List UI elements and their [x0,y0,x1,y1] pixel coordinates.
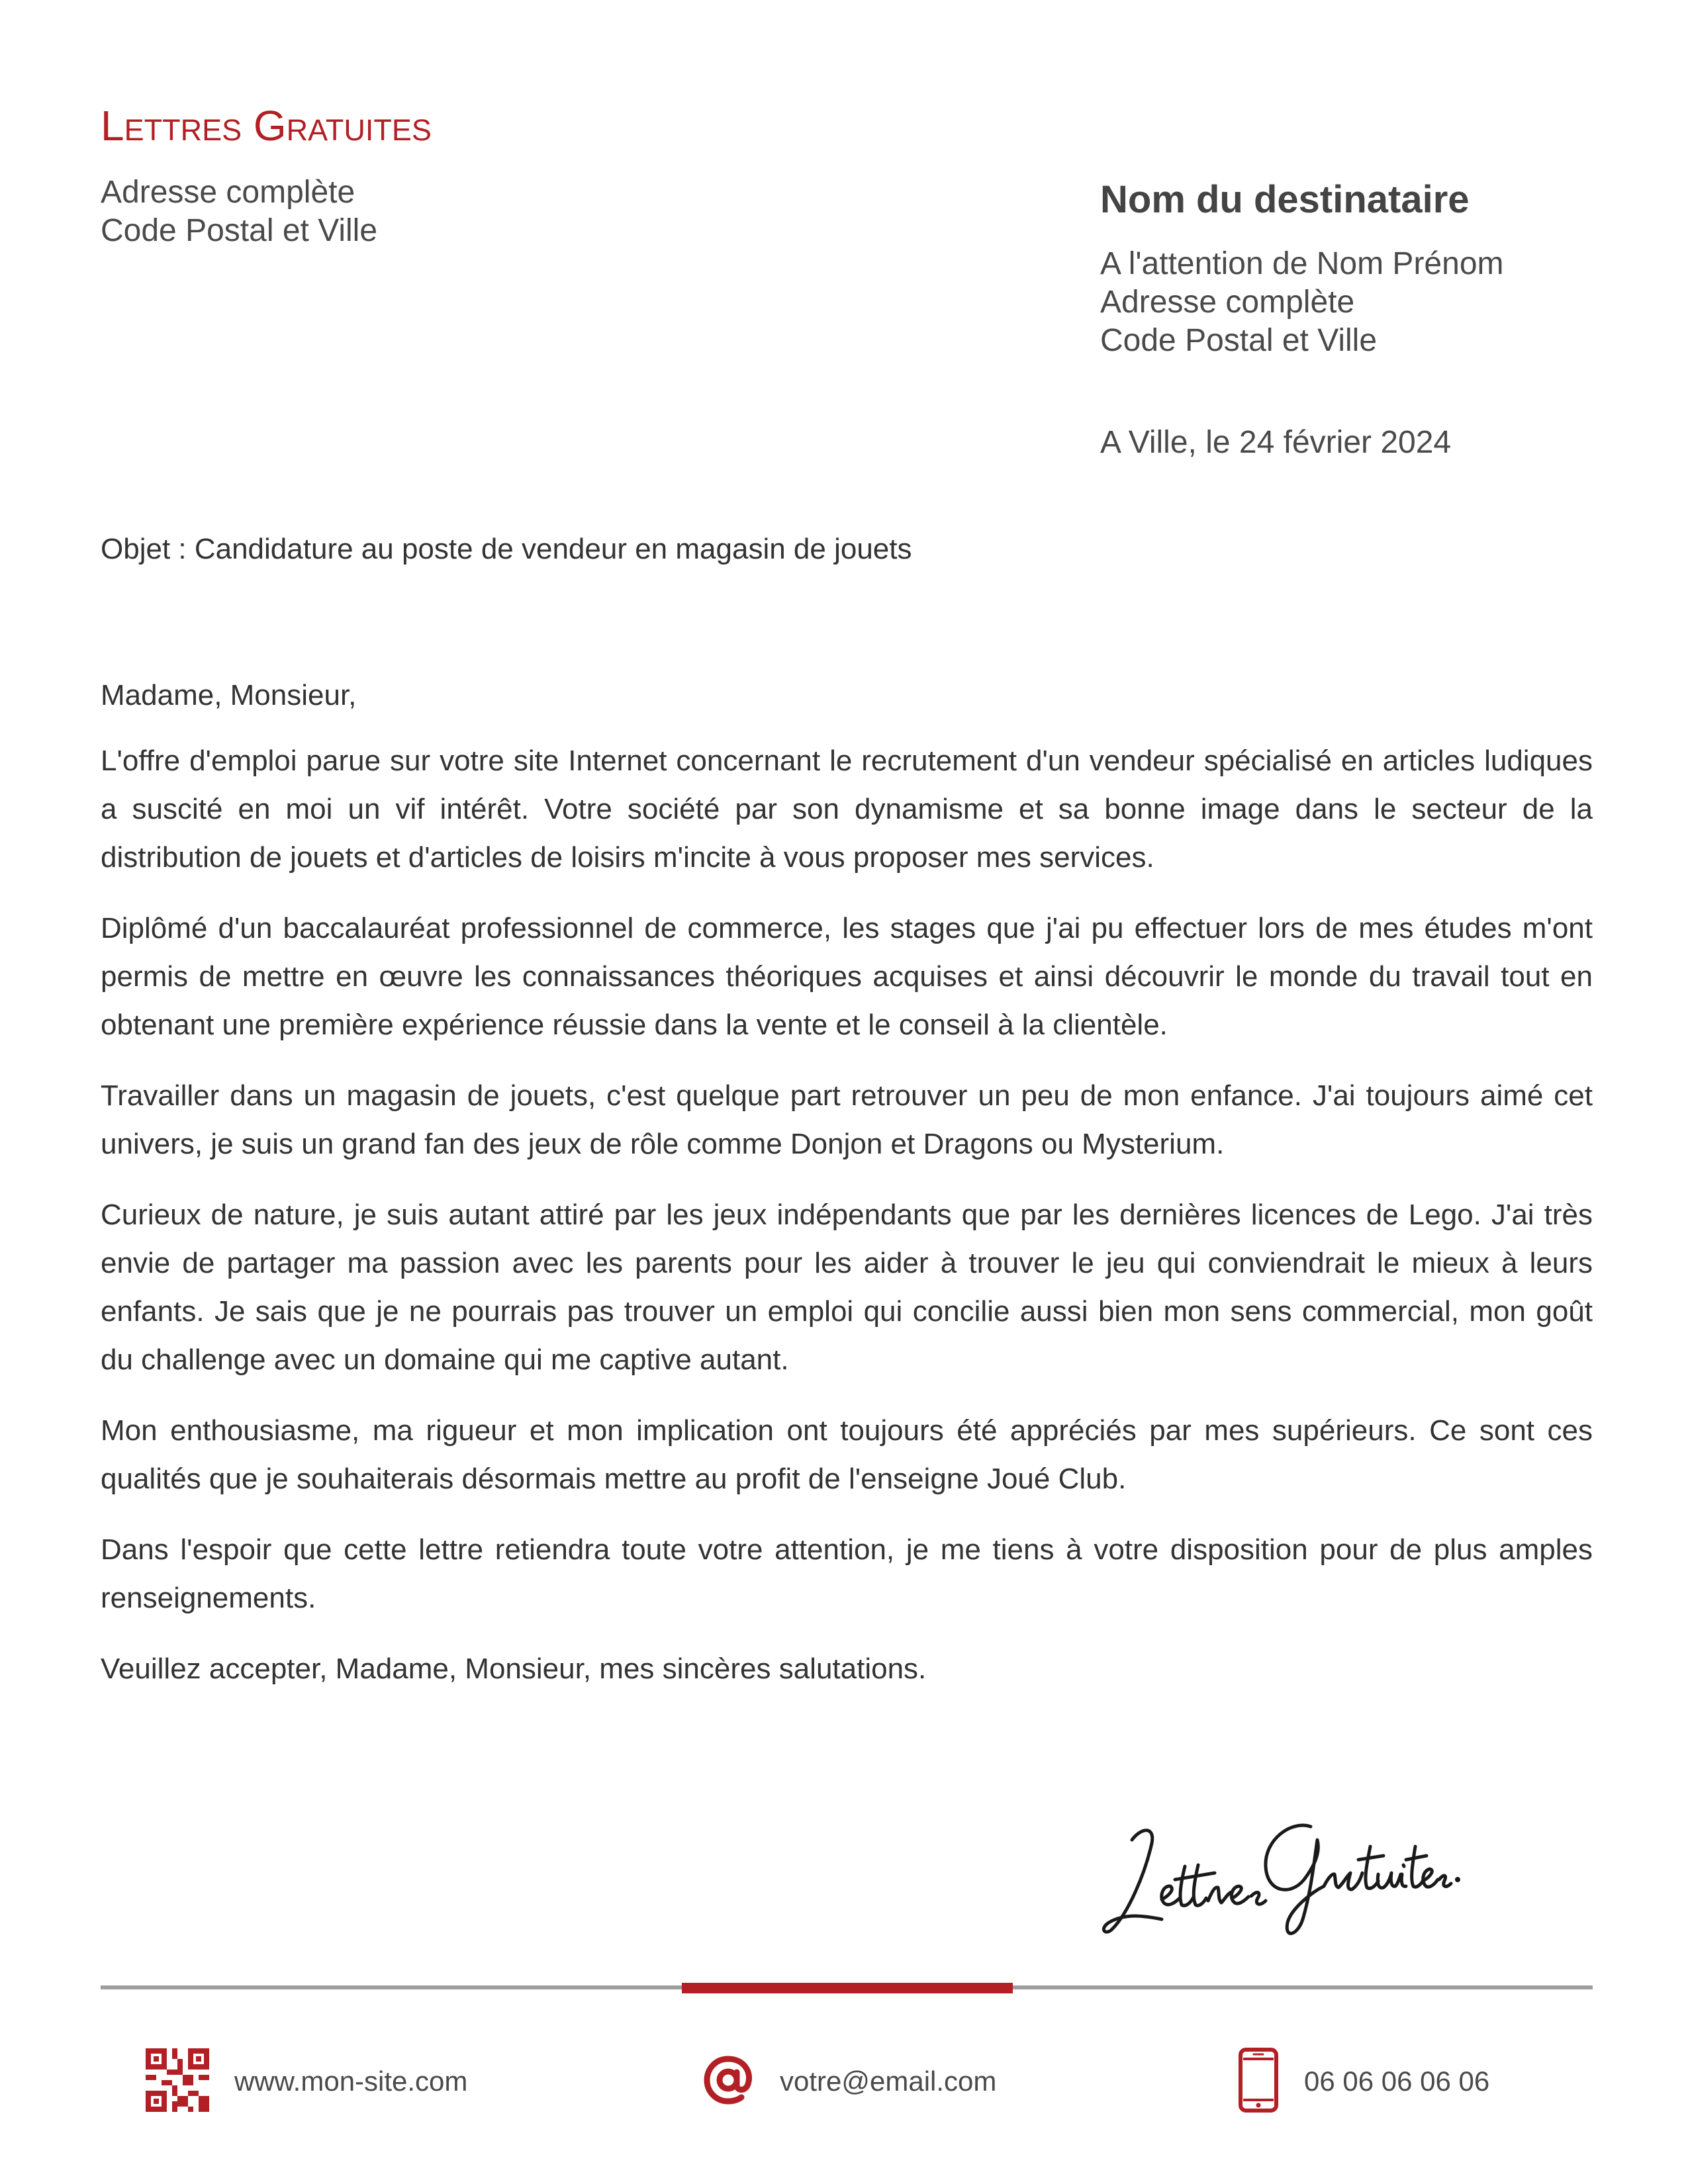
letter-paragraph: Mon enthousiasme, ma rigueur et mon implication ont toujours été appréciés par mes supérieurs. Ce sont ces qualités que je souhaiterais désormais mettre au profit de l'enseigne Joué Club. [101,1414,1593,1495]
letter-paragraph: Diplômé d'un baccalauréat professionnel de commerce, les stages que j'ai pu effectuer lors de mes études m'ont permis de mettre en œuvre les connaissances théoriques acquises et ainsi découvrir le monde du travail tout en obtenant une première expérience réussie dans la vente et le conseil à la clientèle. [101,912,1593,1041]
contact-website [146,2045,467,2118]
footer-accent-bar [682,1983,1013,1993]
at-sign-icon [702,2054,755,2110]
signature-image [1092,1787,1463,1946]
phone-text[interactable]: 06 06 06 06 06 [1304,2066,1490,2097]
letter-subject: Objet : Candidature au poste de vendeur en magasin de jouets [101,533,912,565]
letter-closing: Veuillez accepter, Madame, Monsieur, mes sincères salutations. [101,1653,927,1685]
recipient-name: Nom du destinataire [1100,178,1470,221]
letter-date: A Ville, le 24 février 2024 [1100,425,1452,460]
recipient-address [1100,245,1504,360]
letter-body [101,671,1593,1715]
recipient-address-line: Adresse complète [1100,285,1355,320]
recipient-block [1100,173,1504,360]
letter-paragraph: Travailler dans un magasin de jouets, c'est quelque part retrouver un peu de mon enfance. J'ai toujours aimé cet univers, je suis un grand fan des jeux de rôle comme Donjon et Dragons ou Mysterium. [101,1079,1593,1160]
recipient-attention: A l'attention de Nom Prénom [1100,246,1504,281]
letter-paragraph: L'offre d'emploi parue sur votre site Internet concernant le recrutement d'un vendeur spécialisé en articles ludiques a suscité en moi un vif intérêt. Votre société par son dynamisme et sa bonne image dans le secteur de la distribution de jouets et d'articles de loisirs m'incite à vous proposer mes services. [101,745,1593,874]
sender-postal-city: Code Postal et Ville [101,213,378,248]
contact-phone [1238,2045,1489,2118]
website-text[interactable]: www.mon-site.com [234,2066,468,2097]
recipient-postal-city: Code Postal et Ville [1100,323,1378,358]
letter-paragraph: Curieux de nature, je suis autant attiré par les jeux indépendants que par les dernières licences de Lego. J'ai très envie de partager ma passion avec les parents pour les aider à trouver le jeu qui conviendrait le mieux à leurs enfants. Je sais que je ne pourrais pas trouver un emploi qui concilie aussi bien mon sens commercial, mon goût du challenge avec un domaine qui me captive autant. [101,1199,1593,1376]
smartphone-icon [1238,2047,1279,2116]
letter-paragraph: Dans l'espoir que cette lettre retiendra toute votre attention, je me tiens à votre disposition pour de plus amples renseignements. [101,1533,1593,1614]
letter-greeting: Madame, Monsieur, [101,679,357,711]
email-text[interactable]: votre@email.com [780,2066,997,2097]
sender-name: Lettres Gratuites [101,102,432,150]
sender-address-line: Adresse complète [101,175,355,210]
qr-code-icon [146,2048,209,2115]
sender-address [101,173,377,250]
contact-email [702,2045,996,2118]
